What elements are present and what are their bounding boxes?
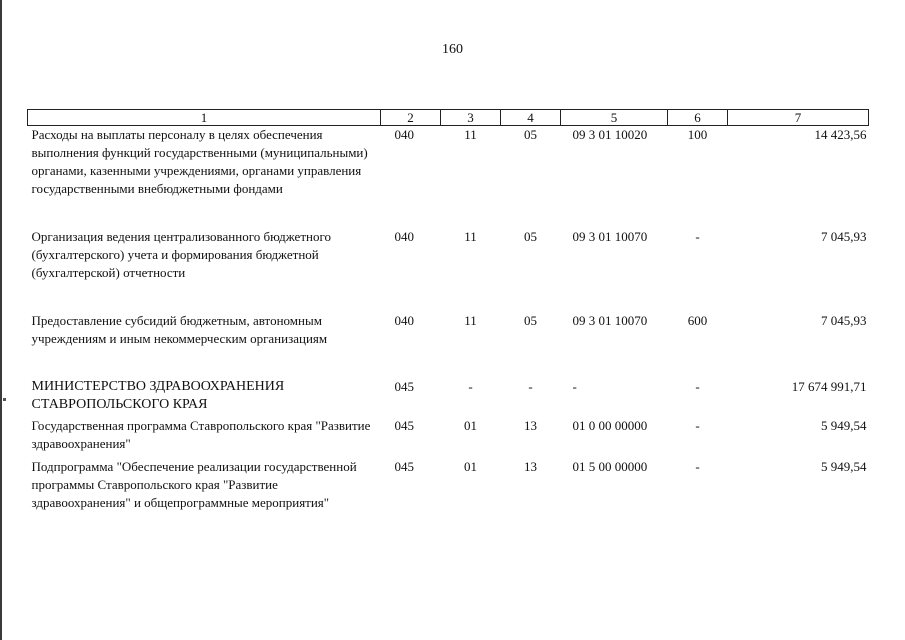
target-code: - [572, 379, 577, 394]
column-header: 6 [668, 110, 728, 126]
subsection-code: - [528, 379, 533, 394]
subsection-code: 13 [524, 459, 537, 474]
section-code: 11 [464, 127, 477, 142]
scan-mark [3, 398, 6, 401]
amount: 5 949,54 [821, 418, 867, 433]
section-code: 01 [464, 459, 477, 474]
subsection-code: 05 [524, 313, 537, 328]
table-row [28, 126, 869, 199]
amount: 17 674 991,71 [791, 379, 867, 394]
column-header: 7 [728, 110, 869, 126]
expense-type-code: - [695, 229, 700, 244]
subsection-code: 05 [524, 127, 537, 142]
expense-type-code: 100 [687, 127, 708, 142]
spacer-row [28, 348, 869, 378]
budget-table [27, 109, 869, 512]
table-header-row [28, 110, 869, 126]
subsection-code: 05 [524, 229, 537, 244]
table-row [28, 414, 869, 453]
subsection-code: 13 [524, 418, 537, 433]
expense-type-code: 600 [687, 313, 708, 328]
expense-type-code: - [695, 459, 700, 474]
amount: 7 045,93 [821, 229, 867, 244]
amount: 7 045,93 [821, 313, 867, 328]
column-header: 1 [28, 110, 381, 126]
expense-name: Подпрограмма "Обеспечение реализации государственной программы Ставропольского края "Развитие здравоохранения" и общепрограммные мероприятия" [31, 459, 357, 510]
target-code: 09 3 01 10070 [572, 313, 648, 328]
section-code: 11 [464, 313, 477, 328]
expense-name: Организация ведения централизованного бюджетного (бухгалтерского) учета и формирования бюджетной (бухгалтерской) отчетности [31, 229, 331, 280]
table-row [28, 312, 869, 348]
expense-name: Предоставление субсидий бюджетным, автономным учреждениям и иным некоммерческим организациям [31, 313, 328, 346]
ministry-code: 045 [394, 418, 414, 433]
expense-name: Государственная программа Ставропольского края "Развитие здравоохранения" [31, 418, 371, 451]
amount: 5 949,54 [821, 459, 867, 474]
section-code: 11 [464, 229, 477, 244]
amount: 14 423,56 [814, 127, 867, 142]
ministry-code: 040 [394, 313, 414, 328]
table-row [28, 453, 869, 512]
target-code: 09 3 01 10070 [572, 229, 648, 244]
column-header: 2 [381, 110, 441, 126]
target-code: 01 5 00 00000 [572, 459, 648, 474]
column-header: 4 [501, 110, 561, 126]
section-code: - [468, 379, 473, 394]
column-header: 5 [561, 110, 668, 126]
target-code: 01 0 00 00000 [572, 418, 648, 433]
expense-type-code: - [695, 379, 700, 394]
expense-name: Расходы на выплаты персоналу в целях обеспечения выполнения функций государственными (муниципальными) органами, казенными учреждениями, органами управления государственными внебюджетными фондами [31, 127, 368, 196]
ministry-code: 045 [394, 459, 414, 474]
ministry-code: 040 [394, 127, 414, 142]
ministry-name: МИНИСТЕРСТВО ЗДРАВООХРАНЕНИЯ СТАВРОПОЛЬСКОГО КРАЯ [31, 379, 285, 412]
page-number: 160 [442, 42, 463, 57]
expense-type-code: - [695, 418, 700, 433]
section-code: 01 [464, 418, 477, 433]
page-edge-line [0, 0, 2, 640]
column-header: 3 [441, 110, 501, 126]
ministry-code: 040 [394, 229, 414, 244]
spacer-row [28, 198, 869, 228]
table-row [28, 378, 869, 414]
ministry-code: 045 [394, 379, 414, 394]
target-code: 09 3 01 10020 [572, 127, 648, 142]
spacer-row [28, 282, 869, 312]
table-row [28, 228, 869, 282]
